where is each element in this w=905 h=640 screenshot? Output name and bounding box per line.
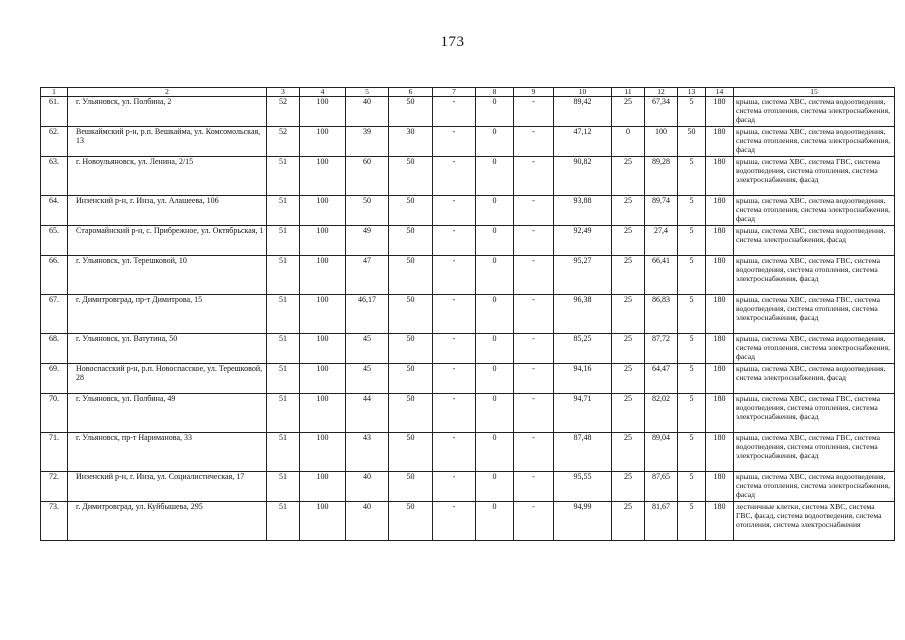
- cell-col8: 0: [476, 334, 514, 364]
- cell-col13: 5: [678, 502, 706, 541]
- cell-col5: 43: [346, 433, 389, 472]
- address-cell: г. Ульяновск, ул. Ватутина, 50: [68, 334, 267, 364]
- cell-col6: 50: [389, 226, 433, 256]
- cell-col13: 5: [678, 157, 706, 196]
- row-number: 70.: [41, 394, 68, 433]
- cell-col7: -: [433, 127, 476, 157]
- table-row: [41, 433, 895, 472]
- cell-col10: 47,12: [554, 127, 612, 157]
- cell-col13: 50: [678, 127, 706, 157]
- cell-col6: 50: [389, 97, 433, 127]
- cell-col3: 51: [267, 394, 300, 433]
- cell-col7: -: [433, 364, 476, 394]
- cell-col4: 100: [300, 226, 346, 256]
- row-number: 67.: [41, 295, 68, 334]
- cell-col8: 0: [476, 127, 514, 157]
- table-row: [41, 196, 895, 226]
- cell-col13: 5: [678, 226, 706, 256]
- cell-col14: 180: [706, 394, 734, 433]
- cell-col6: 50: [389, 256, 433, 295]
- cell-col10: 87,48: [554, 433, 612, 472]
- header-row: [41, 88, 895, 97]
- table-row: [41, 157, 895, 196]
- cell-col10: 95,27: [554, 256, 612, 295]
- cell-col4: 100: [300, 256, 346, 295]
- column-header: 14: [706, 88, 734, 97]
- cell-col9: -: [514, 226, 554, 256]
- cell-col9: -: [514, 472, 554, 502]
- cell-col7: -: [433, 226, 476, 256]
- table-row: [41, 97, 895, 127]
- column-header: 13: [678, 88, 706, 97]
- cell-col4: 100: [300, 502, 346, 541]
- column-header: 15: [734, 88, 895, 97]
- row-number: 68.: [41, 334, 68, 364]
- address-cell: г. Димитровград, ул. Куйбышева, 295: [68, 502, 267, 541]
- row-number: 61.: [41, 97, 68, 127]
- column-header: 3: [267, 88, 300, 97]
- cell-col9: -: [514, 127, 554, 157]
- cell-col8: 0: [476, 394, 514, 433]
- cell-col13: 5: [678, 334, 706, 364]
- cell-col3: 51: [267, 256, 300, 295]
- table-row: [41, 256, 895, 295]
- cell-col5: 46,17: [346, 295, 389, 334]
- table-row: [41, 226, 895, 256]
- cell-col8: 0: [476, 433, 514, 472]
- cell-col9: -: [514, 433, 554, 472]
- cell-col4: 100: [300, 364, 346, 394]
- works-cell: крыша, система ХВС, система водоотведения, система электроснабжения, фасад: [734, 364, 895, 394]
- cell-col13: 5: [678, 364, 706, 394]
- cell-col11: 25: [612, 433, 645, 472]
- cell-col6: 50: [389, 364, 433, 394]
- cell-col12: 27,4: [645, 226, 678, 256]
- cell-col7: -: [433, 472, 476, 502]
- table-row: [41, 364, 895, 394]
- row-number: 65.: [41, 226, 68, 256]
- cell-col7: -: [433, 196, 476, 226]
- cell-col6: 30: [389, 127, 433, 157]
- cell-col9: -: [514, 394, 554, 433]
- page-number: 173: [440, 34, 465, 50]
- cell-col11: 0: [612, 127, 645, 157]
- cell-col9: -: [514, 295, 554, 334]
- cell-col11: 25: [612, 394, 645, 433]
- cell-col12: 66,41: [645, 256, 678, 295]
- cell-col3: 51: [267, 226, 300, 256]
- cell-col4: 100: [300, 334, 346, 364]
- cell-col8: 0: [476, 196, 514, 226]
- cell-col7: -: [433, 433, 476, 472]
- column-header: 8: [476, 88, 514, 97]
- cell-col14: 180: [706, 472, 734, 502]
- cell-col11: 25: [612, 196, 645, 226]
- works-cell: крыша, система ХВС, система ГВС, система водоотведения, система отопления, система электроснабжения, фасад: [734, 256, 895, 295]
- address-cell: Инзенский р-н, г. Инза, ул. Алашеева, 106: [68, 196, 267, 226]
- cell-col12: 67,34: [645, 97, 678, 127]
- cell-col5: 49: [346, 226, 389, 256]
- column-header: 5: [346, 88, 389, 97]
- cell-col5: 44: [346, 394, 389, 433]
- address-cell: г. Ульяновск, ул. Терешковой, 10: [68, 256, 267, 295]
- cell-col7: -: [433, 394, 476, 433]
- cell-col10: 93,88: [554, 196, 612, 226]
- table-row: [41, 334, 895, 364]
- cell-col12: 87,65: [645, 472, 678, 502]
- cell-col5: 45: [346, 334, 389, 364]
- cell-col8: 0: [476, 97, 514, 127]
- cell-col3: 51: [267, 157, 300, 196]
- cell-col12: 89,28: [645, 157, 678, 196]
- works-cell: крыша, система ХВС, система водоотведения, система отопления, система электроснабжения, фасад: [734, 334, 895, 364]
- works-cell: крыша, система ХВС, система водоотведения, система электроснабжения, фасад: [734, 226, 895, 256]
- cell-col6: 50: [389, 157, 433, 196]
- cell-col14: 180: [706, 196, 734, 226]
- cell-col10: 95,55: [554, 472, 612, 502]
- address-cell: Старомайнский р-н, с. Прибрежное, ул. Октябрьская, 1: [68, 226, 267, 256]
- cell-col5: 40: [346, 97, 389, 127]
- cell-col14: 180: [706, 256, 734, 295]
- cell-col7: -: [433, 157, 476, 196]
- table-row: [41, 502, 895, 541]
- cell-col11: 25: [612, 334, 645, 364]
- cell-col11: 25: [612, 157, 645, 196]
- cell-col14: 180: [706, 97, 734, 127]
- cell-col4: 100: [300, 295, 346, 334]
- address-cell: Инзенский р-н, г. Инза, ул. Социалистическая, 17: [68, 472, 267, 502]
- cell-col11: 25: [612, 226, 645, 256]
- cell-col6: 50: [389, 295, 433, 334]
- cell-col3: 51: [267, 196, 300, 226]
- cell-col14: 180: [706, 334, 734, 364]
- cell-col10: 90,82: [554, 157, 612, 196]
- cell-col9: -: [514, 196, 554, 226]
- column-header: 4: [300, 88, 346, 97]
- cell-col3: 51: [267, 472, 300, 502]
- cell-col12: 87,72: [645, 334, 678, 364]
- address-cell: г. Ульяновск, ул. Полбина, 2: [68, 97, 267, 127]
- works-cell: крыша, система ХВС, система ГВС, система водоотведения, система отопления, система электроснабжения, фасад: [734, 394, 895, 433]
- column-header: 1: [41, 88, 68, 97]
- cell-col3: 51: [267, 334, 300, 364]
- cell-col11: 25: [612, 97, 645, 127]
- column-header: 12: [645, 88, 678, 97]
- row-number: 69.: [41, 364, 68, 394]
- cell-col13: 5: [678, 196, 706, 226]
- cell-col10: 89,42: [554, 97, 612, 127]
- cell-col7: -: [433, 502, 476, 541]
- cell-col7: -: [433, 97, 476, 127]
- table-row: [41, 472, 895, 502]
- cell-col3: 51: [267, 433, 300, 472]
- cell-col3: 52: [267, 127, 300, 157]
- cell-col13: 5: [678, 433, 706, 472]
- cell-col11: 25: [612, 364, 645, 394]
- column-header: 7: [433, 88, 476, 97]
- cell-col13: 5: [678, 295, 706, 334]
- cell-col12: 86,83: [645, 295, 678, 334]
- cell-col14: 180: [706, 157, 734, 196]
- row-number: 64.: [41, 196, 68, 226]
- cell-col8: 0: [476, 256, 514, 295]
- cell-col3: 51: [267, 295, 300, 334]
- table-row: [41, 394, 895, 433]
- cell-col11: 25: [612, 295, 645, 334]
- table-row: [41, 127, 895, 157]
- cell-col5: 45: [346, 364, 389, 394]
- cell-col10: 92,49: [554, 226, 612, 256]
- row-number: 71.: [41, 433, 68, 472]
- cell-col5: 60: [346, 157, 389, 196]
- column-header: 11: [612, 88, 645, 97]
- row-number: 62.: [41, 127, 68, 157]
- cell-col8: 0: [476, 364, 514, 394]
- cell-col4: 100: [300, 97, 346, 127]
- table-row: [41, 295, 895, 334]
- cell-col5: 40: [346, 472, 389, 502]
- works-cell: крыша, система ХВС, система водоотведения, система отопления, система электроснабжения, фасад: [734, 472, 895, 502]
- cell-col14: 180: [706, 502, 734, 541]
- cell-col4: 100: [300, 127, 346, 157]
- row-number: 63.: [41, 157, 68, 196]
- cell-col14: 180: [706, 295, 734, 334]
- cell-col12: 81,67: [645, 502, 678, 541]
- cell-col12: 82,02: [645, 394, 678, 433]
- cell-col11: 25: [612, 472, 645, 502]
- cell-col4: 100: [300, 433, 346, 472]
- cell-col10: 85,25: [554, 334, 612, 364]
- cell-col5: 50: [346, 196, 389, 226]
- cell-col7: -: [433, 334, 476, 364]
- cell-col6: 50: [389, 394, 433, 433]
- row-number: 73.: [41, 502, 68, 541]
- row-number: 72.: [41, 472, 68, 502]
- cell-col7: -: [433, 295, 476, 334]
- cell-col10: 94,71: [554, 394, 612, 433]
- cell-col4: 100: [300, 157, 346, 196]
- cell-col5: 40: [346, 502, 389, 541]
- cell-col10: 94,16: [554, 364, 612, 394]
- cell-col13: 5: [678, 97, 706, 127]
- cell-col5: 47: [346, 256, 389, 295]
- cell-col9: -: [514, 256, 554, 295]
- cell-col13: 5: [678, 394, 706, 433]
- address-cell: г. Ульяновск, пр-т Нариманова, 33: [68, 433, 267, 472]
- cell-col3: 52: [267, 97, 300, 127]
- works-cell: крыша, система ХВС, система ГВС, система водоотведения, система отопления, система электроснабжения, фасад: [734, 433, 895, 472]
- cell-col9: -: [514, 502, 554, 541]
- cell-col8: 0: [476, 226, 514, 256]
- cell-col3: 51: [267, 502, 300, 541]
- column-header: 9: [514, 88, 554, 97]
- cell-col6: 50: [389, 196, 433, 226]
- cell-col10: 94,99: [554, 502, 612, 541]
- cell-col9: -: [514, 334, 554, 364]
- address-cell: Вешкаймский р-н, р.п. Вешкайма, ул. Комсомольская, 13: [68, 127, 267, 157]
- cell-col14: 180: [706, 127, 734, 157]
- cell-col6: 50: [389, 433, 433, 472]
- address-cell: г. Ульяновск, ул. Полбина, 49: [68, 394, 267, 433]
- cell-col6: 50: [389, 502, 433, 541]
- cell-col12: 89,74: [645, 196, 678, 226]
- column-header: 6: [389, 88, 433, 97]
- works-cell: лестничные клетки, система ХВС, система ГВС, фасад, система водоотведения, система отопления, система электроснабжения: [734, 502, 895, 541]
- cell-col8: 0: [476, 472, 514, 502]
- cell-col9: -: [514, 364, 554, 394]
- row-number: 66.: [41, 256, 68, 295]
- cell-col5: 39: [346, 127, 389, 157]
- cell-col12: 100: [645, 127, 678, 157]
- works-cell: крыша, система ХВС, система водоотведения, система отопления, система электроснабжения, фасад: [734, 97, 895, 127]
- cell-col14: 180: [706, 226, 734, 256]
- data-table: [40, 87, 895, 541]
- cell-col3: 51: [267, 364, 300, 394]
- cell-col4: 100: [300, 196, 346, 226]
- works-cell: крыша, система ХВС, система водоотведения, система отопления, система электроснабжения, фасад: [734, 127, 895, 157]
- cell-col6: 50: [389, 334, 433, 364]
- cell-col11: 25: [612, 256, 645, 295]
- cell-col9: -: [514, 97, 554, 127]
- works-cell: крыша, система ХВС, система водоотведения, система отопления, система электроснабжения, фасад: [734, 196, 895, 226]
- address-cell: г. Новоульяновск, ул. Ленина, 2/15: [68, 157, 267, 196]
- address-cell: Новоспасский р-н, р.п. Новоспасское, ул. Терешковой, 28: [68, 364, 267, 394]
- cell-col6: 50: [389, 472, 433, 502]
- column-header: 2: [68, 88, 267, 97]
- cell-col13: 5: [678, 472, 706, 502]
- works-cell: крыша, система ХВС, система ГВС, система водоотведения, система отопления, система электроснабжения, фасад: [734, 157, 895, 196]
- cell-col11: 25: [612, 502, 645, 541]
- cell-col14: 180: [706, 364, 734, 394]
- works-cell: крыша, система ХВС, система ГВС, система водоотведения, система отопления, система электроснабжения, фасад: [734, 295, 895, 334]
- cell-col8: 0: [476, 295, 514, 334]
- cell-col8: 0: [476, 502, 514, 541]
- cell-col12: 89,04: [645, 433, 678, 472]
- cell-col4: 100: [300, 472, 346, 502]
- cell-col12: 64,47: [645, 364, 678, 394]
- cell-col9: -: [514, 157, 554, 196]
- cell-col4: 100: [300, 394, 346, 433]
- cell-col13: 5: [678, 256, 706, 295]
- cell-col8: 0: [476, 157, 514, 196]
- column-header: 10: [554, 88, 612, 97]
- cell-col7: -: [433, 256, 476, 295]
- cell-col14: 180: [706, 433, 734, 472]
- address-cell: г. Димитровград, пр-т Димитрова, 15: [68, 295, 267, 334]
- cell-col10: 96,38: [554, 295, 612, 334]
